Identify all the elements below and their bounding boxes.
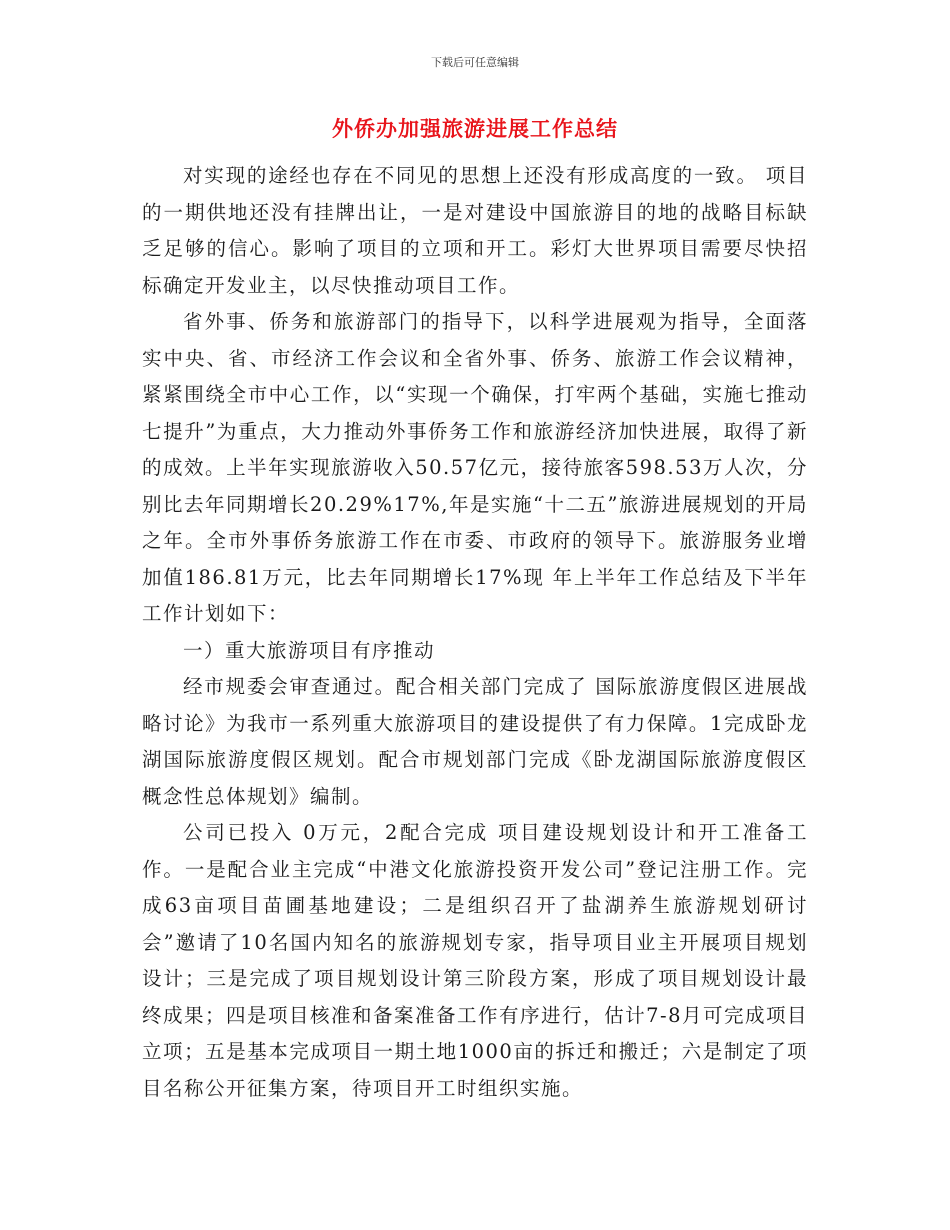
- document-body: [142, 158, 808, 1107]
- section-heading: 一）重大旅游项目有序推动: [183, 638, 436, 662]
- header-note: 下载后可任意编辑: [431, 56, 519, 69]
- paragraph-2: 省外事、侨务和旅游部门的指导下，以科学进展观为指导，全面落实中央、省、市经济工作会议和全省外事、侨务、旅游工作会议精神，紧紧围绕全市中心工作，以“实现一个确保，打牢两个基础，实施七推动七提升”为重点，大力推动外事侨务工作和旅游经济加快进展，取得了新的成效。上半年实现旅游收入50.57亿元，接待旅客598.53万人次，分别比去年同期增长20.29%17%,年是实施“十二五”旅游进展规划的开局之年。全市外事侨务旅游工作在市委、市政府的领导下。旅游服务业增加值186.81万元，比去年同期增长17%现 年上半年工作总结及下半年工作计划如下：: [142, 310, 808, 625]
- document-title: 外侨办加强旅游进展工作总结: [332, 117, 618, 141]
- paragraph-1: 对实现的途经也存在不同见的思想上还没有形成高度的一致。 项目的一期供地还没有挂牌出让，一是对建设中国旅游目的地的战略目标缺乏足够的信心。影响了项目的立项和开工。彩灯大世界项目需要尽快招标确定开发业主，以尽快推动项目工作。: [142, 164, 808, 297]
- paragraph-3: 经市规委会审查通过。配合相关部门完成了 国际旅游度假区进展战略讨论》为我市一系列重大旅游项目的建设提供了有力保障。1完成卧龙湖国际旅游度假区规划。配合市规划部门完成《卧龙湖国际旅游度假区概念性总体规划》编制。: [142, 675, 808, 808]
- paragraph-4: 公司已投入 0万元，2配合完成 项目建设规划设计和开工准备工作。一是配合业主完成“中港文化旅游投资开发公司”登记注册工作。完成63亩项目苗圃基地建设；二是组织召开了盐湖养生旅游规划研讨会”邀请了10名国内知名的旅游规划专家，指导项目业主开展项目规划设计；三是完成了项目规划设计第三阶段方案，形成了项目规划设计最终成果；四是项目核准和备案准备工作有序进行，估计7-8月可完成项目立项；五是基本完成项目一期土地1000亩的拆迁和搬迁；六是制定了项目名称公开征集方案，待项目开工时组织实施。: [142, 821, 808, 1100]
